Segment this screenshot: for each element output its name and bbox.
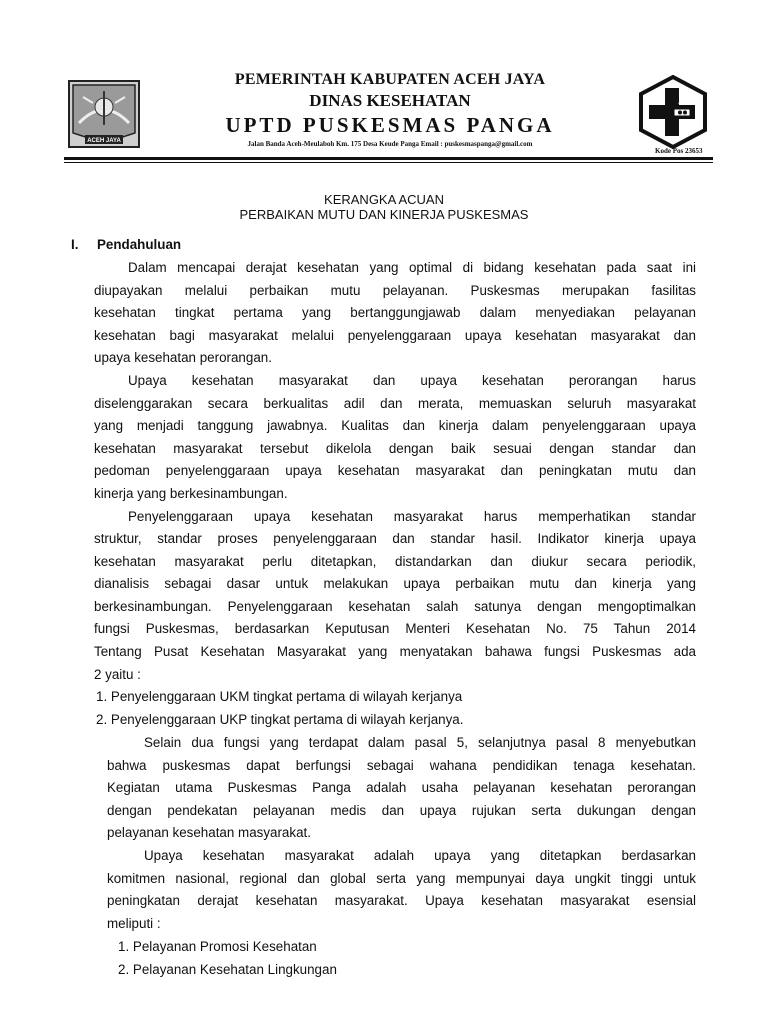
text-line: dengan pendekatan pelayanan medis dan upaya rujukan serta dukungan dengan xyxy=(107,803,696,818)
aceh-jaya-emblem xyxy=(63,77,145,151)
text-line: Selain dua fungsi yang terdapat dalam pasal 5, selanjutnya pasal 8 menyebutkan xyxy=(144,735,696,750)
list-item: 1. Penyelenggaraan UKM tingkat pertama di wilayah kerjanya xyxy=(96,689,463,704)
puskesmas-logo xyxy=(637,74,709,150)
text-line: bahwa puskesmas dapat berfungsi sebagai wahana pendidikan tenaga kesehatan. xyxy=(107,758,696,773)
section-number: I. xyxy=(71,237,79,252)
document-subtitle: PERBAIKAN MUTU DAN KINERJA PUSKESMAS xyxy=(239,207,529,222)
list-item: 1. Pelayanan Promosi Kesehatan xyxy=(118,939,317,954)
government-name: PEMERINTAH KABUPATEN ACEH JAYA xyxy=(234,71,546,88)
text-line: Upaya kesehatan masyarakat adalah upaya yang ditetapkan berdasarkan xyxy=(144,848,696,863)
text-line: diupayakan melalui perbaikan mutu pelayanan. Puskesmas merupakan fasilitas xyxy=(94,283,696,298)
unit-name: UPTD PUSKESMAS PANGA xyxy=(225,113,555,137)
list-item: 2. Pelayanan Kesehatan Lingkungan xyxy=(118,962,337,977)
document-title: KERANGKA ACUAN xyxy=(324,192,444,207)
letterhead-divider xyxy=(64,157,713,160)
department-name: DINAS KESEHATAN xyxy=(309,91,471,110)
emblem-caption: ACEH JAYA xyxy=(87,138,121,144)
text-line: Penyelenggaraan upaya kesehatan masyarakat harus memperhatikan standar xyxy=(128,509,696,524)
text-line: kesehatan tingkat pertama yang bertanggungjawab dalam menyediakan pelayanan xyxy=(94,305,696,320)
text-line: upaya kesehatan perorangan. xyxy=(94,350,272,365)
text-line: 2 yaitu : xyxy=(94,667,141,682)
text-line: pelayanan kesehatan masyarakat. xyxy=(107,825,311,840)
text-line: pedoman penyelenggaraan upaya kesehatan masyarakat dan peningkatan mutu dan xyxy=(94,463,696,478)
text-line: meliputi : xyxy=(107,916,161,931)
text-line: dianalisis sebagai dasar untuk melakukan upaya perbaikan mutu dan kinerja yang xyxy=(94,576,696,591)
text-line: Kegiatan utama Puskesmas Panga adalah usaha pelayanan kesehatan perorangan xyxy=(107,780,696,795)
text-line: struktur, standar proses penyelenggaraan dan standar hasil. Indikator kinerja upaya xyxy=(94,531,696,546)
postal-code: Kode Pos 23653 xyxy=(655,147,703,155)
text-line: kesehatan masyarakat perlu ditetapkan, distandarkan dan diukur secara periodik, xyxy=(94,554,696,569)
text-line: diselenggarakan secara berkualitas adil dan merata, memuaskan seluruh masyarakat xyxy=(94,396,696,411)
address: Jalan Banda Aceh-Meulaboh Km. 175 Desa Keude Panga Email : puskesmaspanga@gmail.com xyxy=(247,140,533,148)
text-line: Dalam mencapai derajat kesehatan yang optimal di bidang kesehatan pada saat ini xyxy=(128,260,696,275)
letterhead-divider-thin xyxy=(64,162,713,163)
list-item: 2. Penyelenggaraan UKP tingkat pertama di wilayah kerjanya. xyxy=(96,712,464,727)
text-line: Upaya kesehatan masyarakat dan upaya kesehatan perorangan harus xyxy=(128,373,696,388)
text-line: komitmen nasional, regional dan global serta yang mempunyai daya ungkit tinggi untuk xyxy=(107,871,696,886)
text-line: yang menjadi tanggung jawabnya. Kualitas dan kinerja dalam penyelenggaraan upaya xyxy=(94,418,696,433)
text-line: kesehatan masyarakat tersebut dikelola dengan baik sesuai dengan standar dan xyxy=(94,441,696,456)
section-heading: Pendahuluan xyxy=(97,237,182,252)
text-line: peningkatan derajat kesehatan masyarakat. Upaya kesehatan masyarakat esensial xyxy=(107,893,696,908)
text-line: fungsi Puskesmas, berdasarkan Keputusan Menteri Kesehatan No. 75 Tahun 2014 xyxy=(94,621,696,636)
text-line: kinerja yang berkesinambungan. xyxy=(94,486,288,501)
text-line: Tentang Pusat Kesehatan Masyarakat yang menyatakan bahawa fungsi Puskesmas ada xyxy=(94,644,696,659)
text-line: berkesinambungan. Penyelenggaraan kesehatan salah satunya dengan mengoptimalkan xyxy=(94,599,696,614)
letterhead xyxy=(195,70,585,149)
text-line: kesehatan bagi masyarakat melalui penyelenggaraan upaya kesehatan masyarakat dan xyxy=(94,328,696,343)
